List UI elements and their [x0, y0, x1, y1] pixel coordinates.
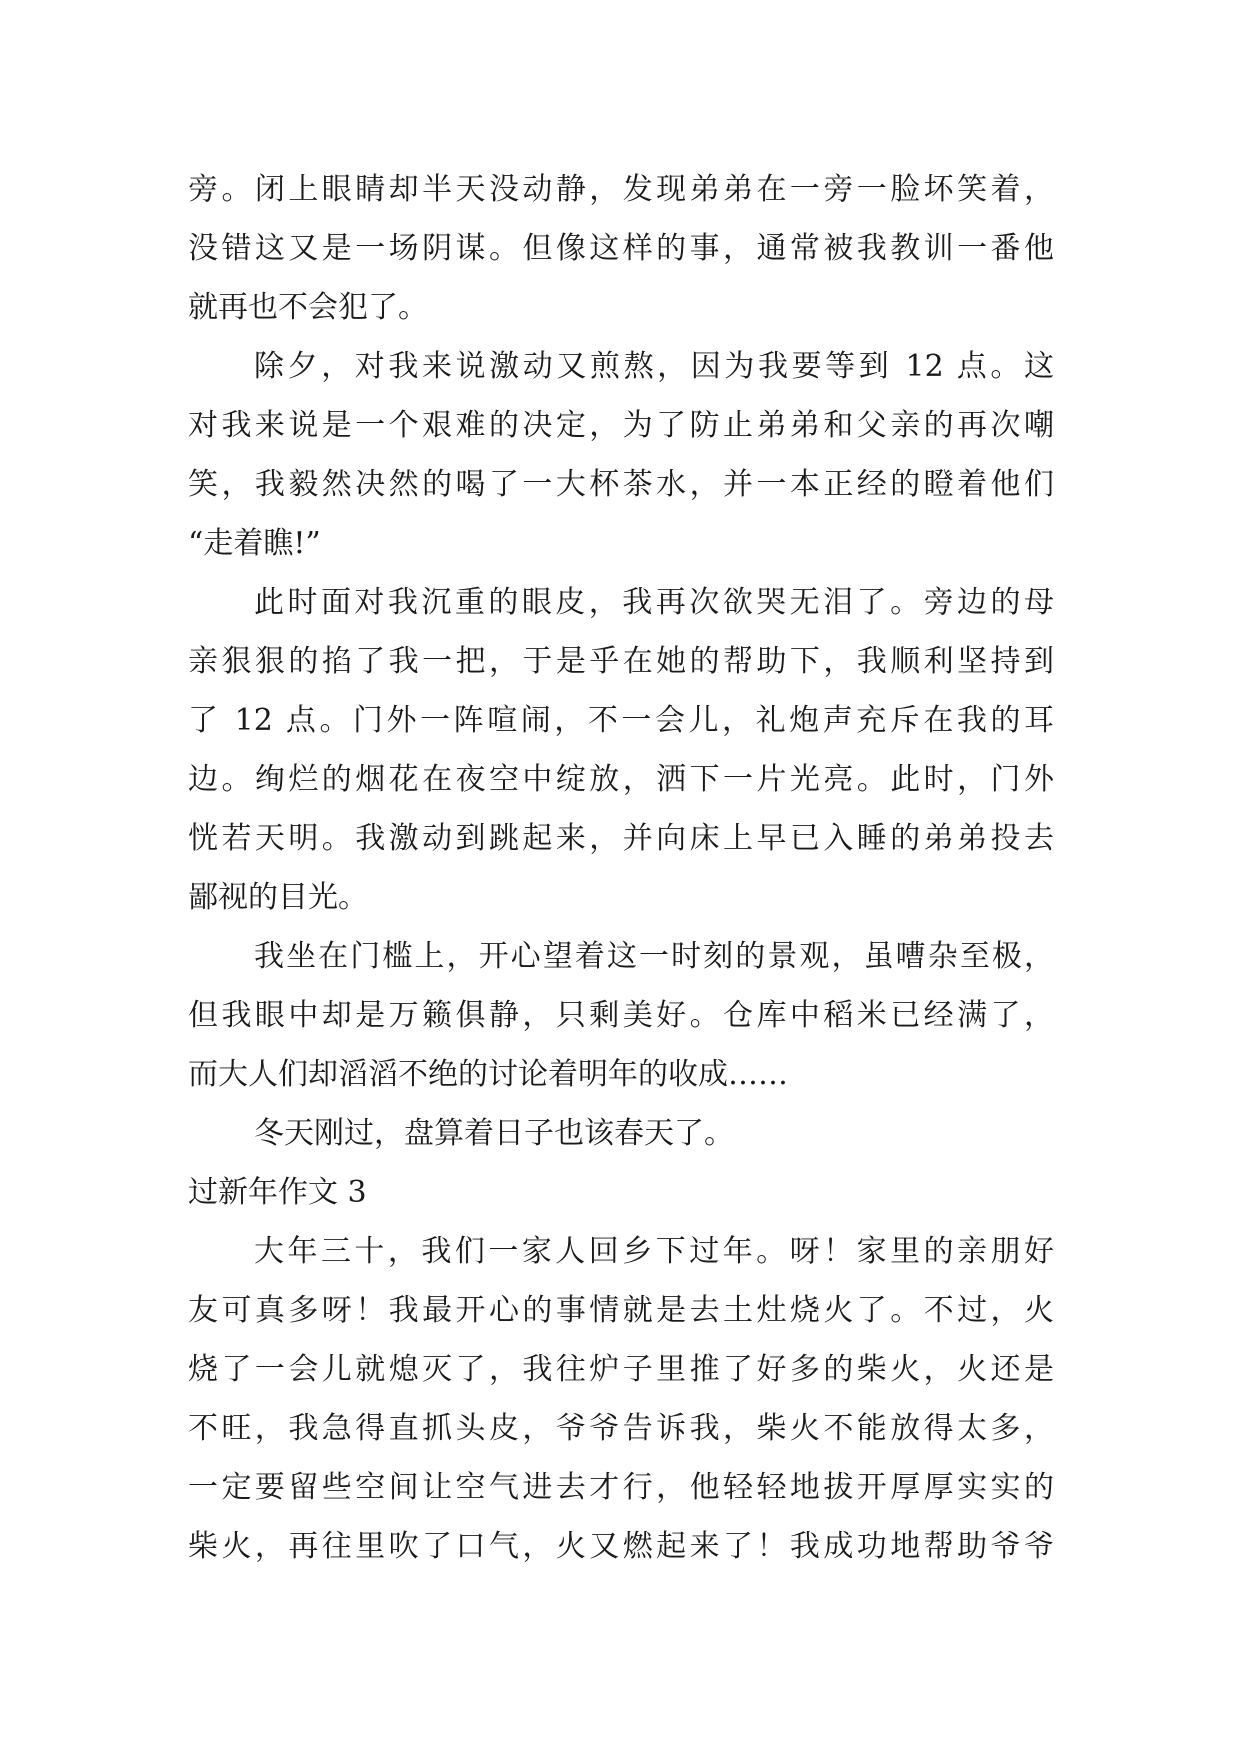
text-line: 就再也不会犯了。 [188, 290, 428, 325]
paragraph-start: 除夕，对我来说激动又煎熬，因为我要等到 12 点。这 [254, 349, 1054, 384]
text-line: 边。绚烂的烟花在夜空中绽放，洒下一片光亮。此时，门外 [188, 762, 1054, 797]
text-line: 而大人们却滔滔不绝的讨论着明年的收成…… [188, 1057, 788, 1092]
paragraph-start: 冬天刚过，盘算着日子也该春天了。 [254, 1116, 734, 1151]
text-line: 恍若天明。我激动到跳起来，并向床上早已入睡的弟弟投去 [188, 821, 1054, 856]
text-line: 不旺，我急得直抓头皮，爷爷告诉我，柴火不能放得太多， [188, 1411, 1054, 1446]
text-line: 没错这又是一场阴谋。但像这样的事，通常被我教训一番他 [188, 231, 1054, 266]
text-line: 柴火，再往里吹了口气，火又燃起来了！我成功地帮助爷爷 [188, 1529, 1054, 1564]
text-line: 亲狠狠的掐了我一把，于是乎在她的帮助下，我顺利坚持到 [188, 644, 1054, 679]
paragraph-start: 我坐在门槛上，开心望着这一时刻的景观，虽嘈杂至极， [254, 939, 1054, 974]
text-line: 一定要留些空间让空气进去才行，他轻轻地拔开厚厚实实的 [188, 1470, 1054, 1505]
text-line: 笑，我毅然决然的喝了一大杯茶水，并一本正经的瞪着他们 [188, 467, 1054, 502]
paragraph-start: 此时面对我沉重的眼皮，我再次欲哭无泪了。旁边的母 [254, 585, 1054, 620]
paragraph-start: 大年三十，我们一家人回乡下过年。呀！家里的亲朋好 [254, 1234, 1054, 1269]
section-heading: 过新年作文 3 [188, 1175, 367, 1210]
text-line: 旁。闭上眼睛却半天没动静，发现弟弟在一旁一脸坏笑着， [188, 172, 1054, 207]
text-line: 鄙视的目光。 [188, 880, 368, 915]
essay-text [188, 160, 1054, 1576]
text-line: 了 12 点。门外一阵喧闹，不一会儿，礼炮声充斥在我的耳 [188, 703, 1054, 738]
text-line: 烧了一会儿就熄灭了，我往炉子里推了好多的柴火，火还是 [188, 1352, 1054, 1387]
text-line: “走着瞧!” [188, 526, 321, 561]
text-line: 对我来说是一个艰难的决定，为了防止弟弟和父亲的再次嘲 [188, 408, 1054, 443]
text-line: 但我眼中却是万籁俱静，只剩美好。仓库中稻米已经满了， [188, 998, 1054, 1033]
text-line: 友可真多呀！我最开心的事情就是去土灶烧火了。不过，火 [188, 1293, 1054, 1328]
